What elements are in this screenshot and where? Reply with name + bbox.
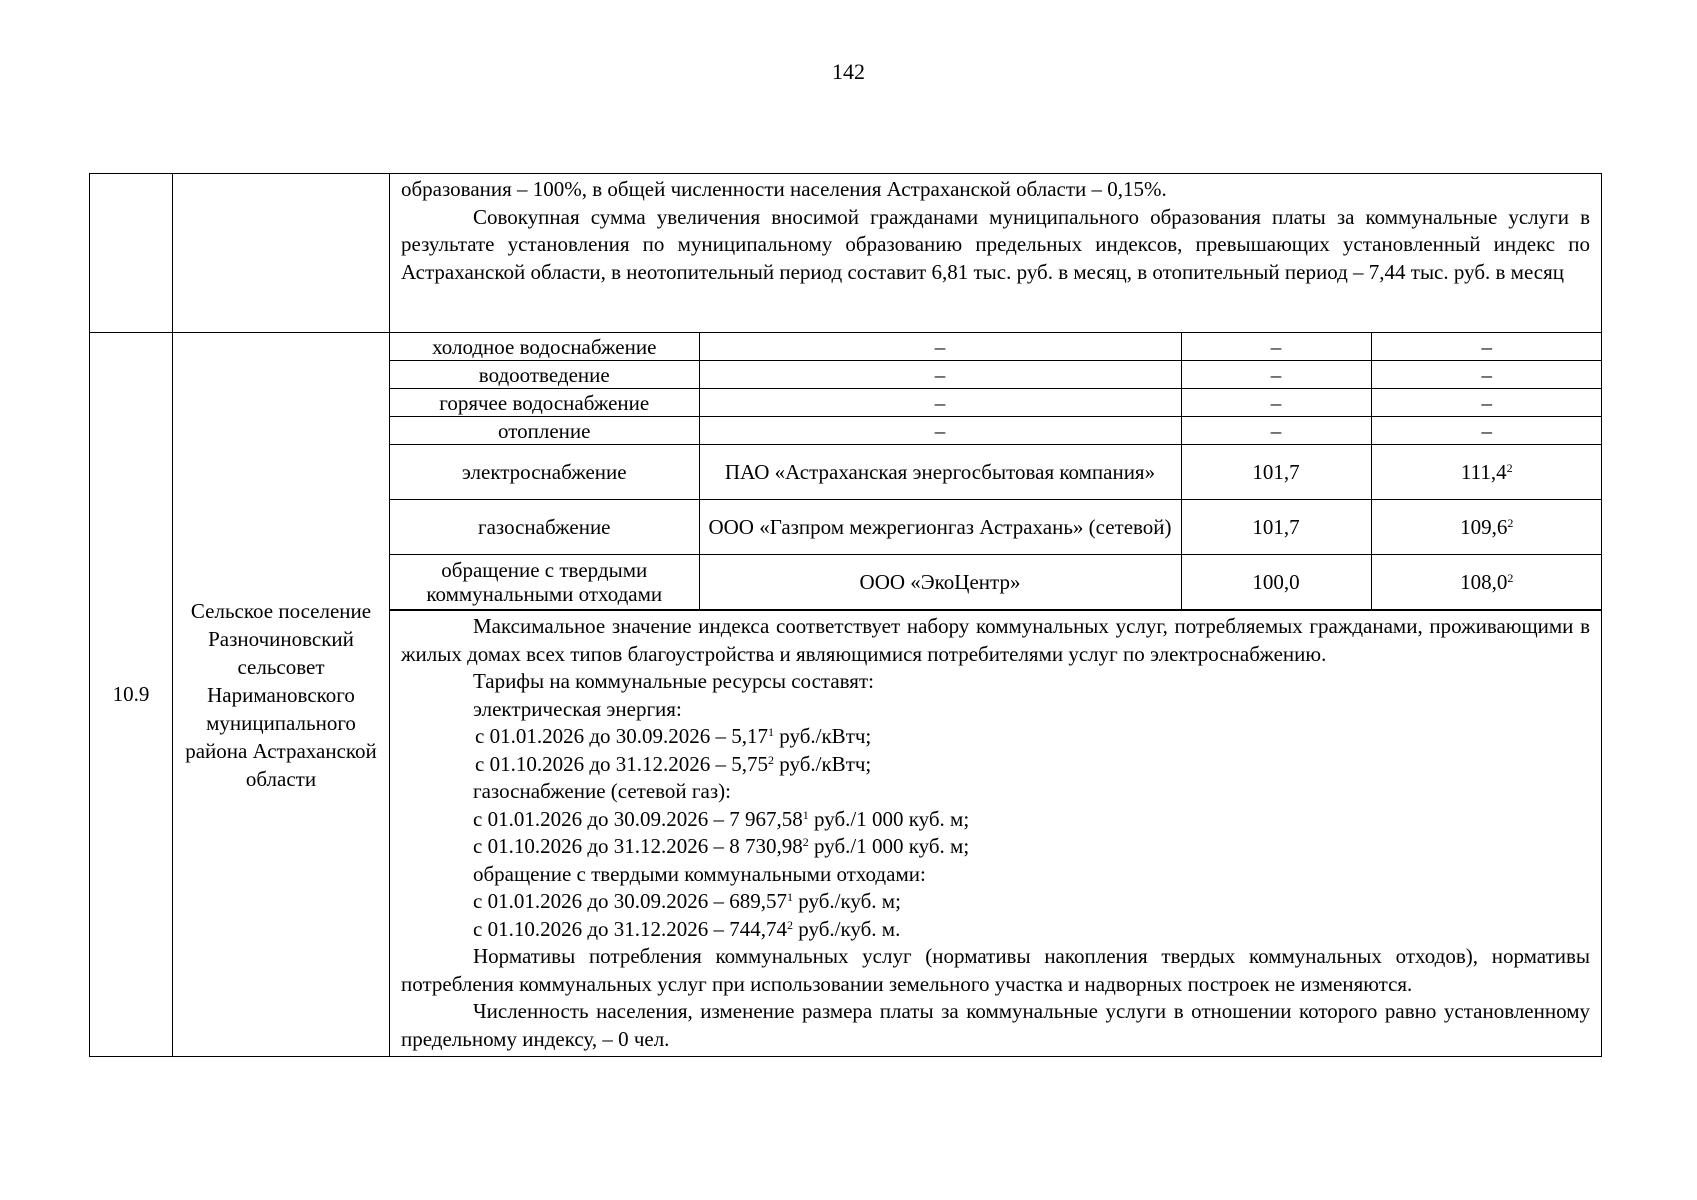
service-row bbox=[390, 445, 1602, 500]
tariff-unit: руб./куб. м; bbox=[793, 889, 901, 913]
service-row bbox=[390, 333, 1602, 361]
provider-name: – bbox=[699, 361, 1181, 389]
waste-tariff-line bbox=[401, 888, 1590, 916]
service-row bbox=[390, 361, 1602, 389]
provider-name: ООО «ЭкоЦентр» bbox=[699, 555, 1181, 610]
service-name: отопление bbox=[390, 417, 699, 445]
max-index-number: 109,6 bbox=[1460, 515, 1508, 539]
electricity-tariff-line bbox=[401, 723, 1590, 751]
services-table bbox=[390, 333, 1602, 610]
max-index-number: 111,4 bbox=[1460, 460, 1507, 484]
tariff-unit: руб./1 000 куб. м; bbox=[808, 806, 970, 831]
max-index-value bbox=[1371, 417, 1602, 445]
tariff-unit: руб./1 000 куб. м; bbox=[808, 834, 970, 858]
tariff-value: с 01.01.2026 до 30.09.2026 – 5,17 bbox=[475, 724, 769, 748]
population-text: Численность населения, изменение размера платы за коммунальные услуги в отношении которого равно установленному предельному индексу, – 0 чел. bbox=[401, 999, 1590, 1051]
max-index-number: – bbox=[1481, 418, 1492, 443]
table-row-10-9 bbox=[90, 333, 1602, 1057]
index-value: 101,7 bbox=[1181, 445, 1371, 500]
max-index-number: – bbox=[1481, 390, 1492, 415]
footnote-marker: 2 bbox=[1506, 461, 1513, 475]
gas-heading: газоснабжение (сетевой газ): bbox=[473, 779, 731, 803]
max-index-value bbox=[1371, 389, 1602, 417]
footnote-marker: 1 bbox=[802, 807, 809, 822]
max-index-value bbox=[1371, 333, 1602, 361]
service-row bbox=[390, 500, 1602, 555]
norms-text: Нормативы потребления коммунальных услуг (нормативы накопления твердых коммунальных отходов), нормативы потребления коммунальных услуг при использовании земельного участка и надворных построек не изменяются. bbox=[401, 944, 1590, 996]
footnote-marker: 1 bbox=[768, 725, 775, 739]
index-value: 101,7 bbox=[1181, 500, 1371, 555]
provider-name: – bbox=[699, 417, 1181, 445]
explanation-block bbox=[390, 610, 1601, 1056]
service-row bbox=[390, 555, 1602, 610]
number-cell-empty bbox=[90, 174, 173, 333]
max-index-number: – bbox=[1481, 334, 1492, 359]
footnote-marker: 2 bbox=[802, 835, 809, 849]
tariff-value: с 01.10.2026 до 31.12.2026 – 5,75 bbox=[475, 751, 769, 776]
tariff-unit: руб./кВтч; bbox=[774, 751, 872, 776]
row-number: 10.9 bbox=[90, 333, 173, 1057]
provider-name: ПАО «Астраханская энергосбытовая компания» bbox=[699, 445, 1181, 500]
total-increase-text: Совокупная сумма увеличения вносимой гражданами муниципального образования платы за коммунальные услуги в результате установления по муниципальному образованию предельных индексов, превышающих установленный индекс по Астраханской области, в неотопительный период составит 6,81 тыс. руб. в месяц, в отопительный период – 7,44 тыс. руб. в месяц bbox=[401, 204, 1590, 284]
electricity-tariff-line bbox=[401, 751, 1590, 779]
footnote-marker: 2 bbox=[1507, 516, 1514, 530]
waste-tariff-line bbox=[401, 916, 1590, 944]
tariff-value: с 01.10.2026 до 31.12.2026 – 744,74 bbox=[473, 916, 788, 941]
max-index-value bbox=[1371, 500, 1602, 555]
service-row bbox=[390, 389, 1602, 417]
continuation-row bbox=[90, 174, 1602, 333]
electricity-heading: электрическая энергия: bbox=[473, 696, 682, 721]
service-name: холодное водоснабжение bbox=[390, 333, 699, 361]
municipality-name: Сельское поселение Разночиновский сельсовет Наримановского муниципального района Астраханской области bbox=[173, 333, 390, 1057]
max-index-value bbox=[1371, 445, 1602, 500]
service-name: обращение с твердыми коммунальными отходами bbox=[390, 555, 699, 610]
tariffs-intro: Тарифы на коммунальные ресурсы составят: bbox=[473, 669, 874, 693]
max-index-number: – bbox=[1481, 362, 1492, 387]
gas-tariff-line bbox=[401, 833, 1590, 861]
tariff-table bbox=[89, 173, 1602, 1057]
continuation-line: образования – 100%, в общей численности населения Астраханской области – 0,15%. bbox=[401, 177, 1167, 201]
tariff-value: с 01.01.2026 до 30.09.2026 – 689,57 bbox=[473, 889, 788, 913]
waste-heading: обращение с твердыми коммунальными отходами: bbox=[473, 861, 926, 886]
index-value: – bbox=[1181, 361, 1371, 389]
name-cell-empty bbox=[173, 174, 390, 333]
service-name: горячее водоснабжение bbox=[390, 389, 699, 417]
provider-name: ООО «Газпром межрегионгаз Астрахань» (сетевой) bbox=[699, 500, 1181, 555]
row-content-cell bbox=[390, 333, 1602, 1057]
footnote-marker: 2 bbox=[787, 917, 794, 932]
index-value: – bbox=[1181, 417, 1371, 445]
footnote-marker: 2 bbox=[1507, 571, 1514, 585]
footnote-marker: 1 bbox=[787, 890, 794, 904]
continuation-text-cell bbox=[390, 174, 1602, 333]
max-index-value bbox=[1371, 555, 1602, 610]
service-row bbox=[390, 417, 1602, 445]
footnote-marker: 2 bbox=[768, 752, 775, 767]
index-value: – bbox=[1181, 333, 1371, 361]
index-value: 100,0 bbox=[1181, 555, 1371, 610]
service-name: электроснабжение bbox=[390, 445, 699, 500]
index-value: – bbox=[1181, 389, 1371, 417]
tariff-unit: руб./кВтч; bbox=[774, 724, 872, 748]
service-name: водоотведение bbox=[390, 361, 699, 389]
tariff-value: с 01.10.2026 до 31.12.2026 – 8 730,98 bbox=[473, 834, 803, 858]
max-index-text: Максимальное значение индекса соответствует набору коммунальных услуг, потребляемых гражданами, проживающими в жилых домах всех типов благоустройства и являющимися потребителями услуг по электроснабжению. bbox=[401, 614, 1590, 666]
provider-name: – bbox=[699, 389, 1181, 417]
max-index-value bbox=[1371, 361, 1602, 389]
max-index-number: 108,0 bbox=[1460, 570, 1508, 594]
tariff-unit: руб./куб. м. bbox=[793, 916, 901, 941]
gas-tariff-line bbox=[401, 806, 1590, 834]
page-number: 142 bbox=[832, 59, 865, 84]
tariff-value: с 01.01.2026 до 30.09.2026 – 7 967,58 bbox=[473, 806, 803, 831]
service-name: газоснабжение bbox=[390, 500, 699, 555]
provider-name: – bbox=[699, 333, 1181, 361]
